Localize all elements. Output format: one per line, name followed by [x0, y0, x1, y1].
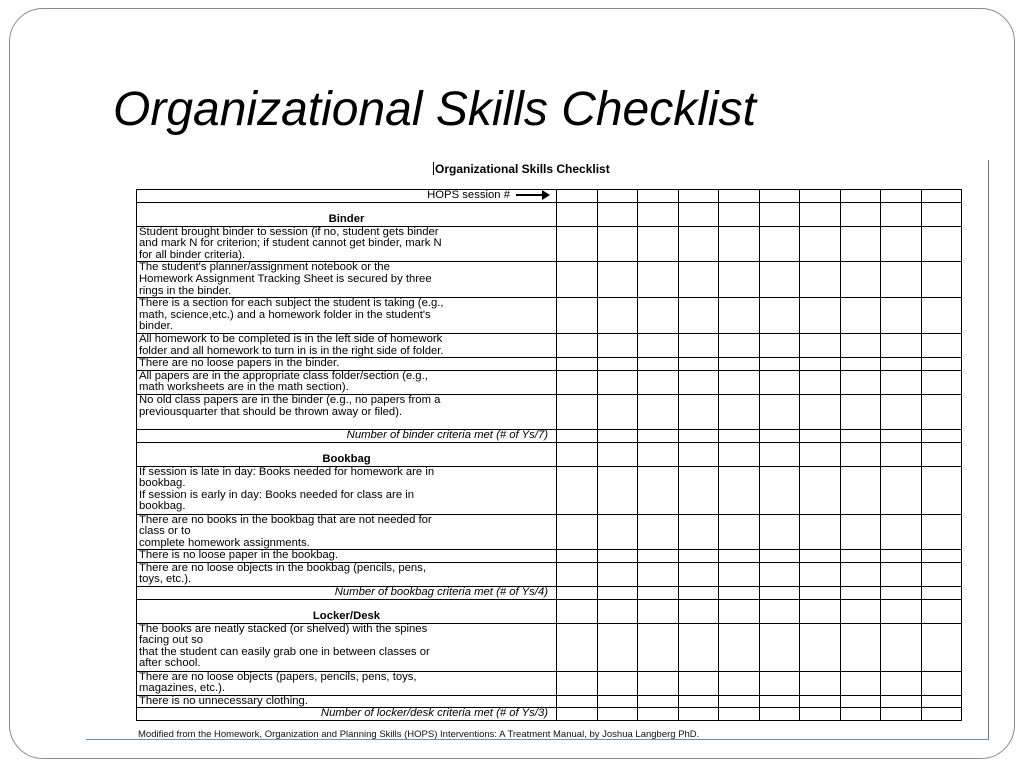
session-check-cell: [597, 623, 638, 671]
session-check-cell: [719, 358, 760, 371]
session-check-cell: [759, 298, 800, 334]
session-check-cell: [881, 623, 922, 671]
session-check-cell: [840, 202, 881, 226]
session-check-cell: [557, 370, 598, 394]
session-check-cell: [921, 190, 962, 203]
session-check-cell: [759, 708, 800, 721]
session-check-cell: [840, 695, 881, 708]
session-check-cell: [678, 671, 719, 695]
session-check-cell: [638, 370, 679, 394]
session-check-cell: [597, 190, 638, 203]
session-check-cell: [881, 333, 922, 357]
session-check-cell: [800, 550, 841, 563]
session-check-cell: [719, 202, 760, 226]
slide-title: Organizational Skills Checklist: [113, 83, 756, 136]
document-title: [433, 162, 610, 176]
session-check-cell: [638, 394, 679, 429]
text-cursor: [433, 162, 434, 175]
session-check-cell: [597, 466, 638, 514]
criterion-text: [137, 394, 557, 429]
session-check-cell: [719, 394, 760, 429]
session-check-cell: [840, 442, 881, 466]
session-check-cell: [881, 550, 922, 563]
session-check-cell: [881, 298, 922, 334]
checklist-row-item: [137, 262, 962, 298]
session-check-cell: [921, 429, 962, 442]
session-check-cell: [638, 202, 679, 226]
session-check-cell: [921, 262, 962, 298]
session-check-cell: [840, 298, 881, 334]
session-check-cell: [719, 333, 760, 357]
session-check-cell: [800, 599, 841, 623]
checklist-row-item: [137, 623, 962, 671]
session-check-cell: [597, 514, 638, 550]
session-check-cell: [759, 671, 800, 695]
session-check-cell: [800, 708, 841, 721]
session-check-cell: [557, 708, 598, 721]
criterion-line: complete homework assignments.: [139, 536, 310, 549]
session-check-cell: [557, 671, 598, 695]
session-check-cell: [719, 550, 760, 563]
session-check-cell: [557, 695, 598, 708]
session-check-cell: [759, 429, 800, 442]
session-check-cell: [921, 358, 962, 371]
criterion-line: facing out so: [139, 634, 204, 647]
session-check-cell: [800, 695, 841, 708]
session-check-cell: [557, 333, 598, 357]
session-check-cell: [881, 190, 922, 203]
session-check-cell: [597, 262, 638, 298]
session-check-cell: [557, 429, 598, 442]
checklist-row-item: [137, 562, 962, 586]
session-check-cell: [557, 562, 598, 586]
session-check-cell: [800, 370, 841, 394]
criterion-line: after school.: [139, 657, 201, 670]
criterion-text: [137, 514, 557, 550]
session-check-cell: [759, 394, 800, 429]
session-check-cell: [638, 226, 679, 262]
session-check-cell: [881, 671, 922, 695]
session-check-cell: [800, 358, 841, 371]
session-check-cell: [881, 695, 922, 708]
session-check-cell: [638, 514, 679, 550]
checklist-row-header: [137, 442, 962, 466]
session-check-cell: [638, 550, 679, 563]
session-check-cell: [921, 298, 962, 334]
criterion-text: [137, 671, 557, 695]
session-check-cell: [678, 226, 719, 262]
session-check-cell: [840, 623, 881, 671]
session-check-cell: [800, 298, 841, 334]
checklist-row-item: [137, 298, 962, 334]
document-title-text: Organizational Skills Checklist: [435, 162, 610, 176]
session-check-cell: [840, 466, 881, 514]
criterion-line: for all binder criteria).: [139, 248, 246, 261]
session-check-cell: [678, 708, 719, 721]
session-check-cell: [840, 226, 881, 262]
session-check-cell: [800, 514, 841, 550]
criterion-text: [137, 262, 557, 298]
session-check-cell: [678, 562, 719, 586]
session-check-cell: [678, 550, 719, 563]
session-check-cell: [800, 429, 841, 442]
session-check-cell: [719, 429, 760, 442]
criterion-line: There are no loose objects in the bookbag (pencils, pens,: [139, 562, 426, 574]
session-check-cell: [597, 394, 638, 429]
criterion-text: [137, 562, 557, 586]
session-check-cell: [759, 550, 800, 563]
criterion-text: [137, 466, 557, 514]
session-check-cell: [759, 623, 800, 671]
session-check-cell: [921, 442, 962, 466]
session-check-cell: [921, 695, 962, 708]
criterion-line: toys, etc.).: [139, 573, 192, 586]
session-check-cell: [719, 262, 760, 298]
session-check-cell: [719, 226, 760, 262]
session-check-cell: [557, 623, 598, 671]
session-check-cell: [881, 514, 922, 550]
session-check-cell: [800, 587, 841, 600]
session-check-cell: [678, 623, 719, 671]
criterion-text: [137, 370, 557, 394]
session-check-cell: [800, 394, 841, 429]
session-check-cell: [759, 562, 800, 586]
session-check-cell: [557, 550, 598, 563]
session-check-cell: [921, 599, 962, 623]
session-check-cell: [719, 466, 760, 514]
criterion-line: All papers are in the appropriate class folder/section (e.g.,: [139, 370, 428, 382]
criterion-text: [137, 623, 557, 671]
session-check-cell: [678, 599, 719, 623]
criterion-line: bookbag.: [139, 500, 186, 513]
session-check-cell: [638, 623, 679, 671]
checklist-row-item: [137, 671, 962, 695]
session-check-cell: [921, 514, 962, 550]
session-check-cell: [759, 262, 800, 298]
session-check-cell: [921, 671, 962, 695]
session-check-cell: [557, 514, 598, 550]
session-check-cell: [800, 562, 841, 586]
checklist-row-total: [137, 587, 962, 600]
session-check-cell: [638, 466, 679, 514]
session-check-cell: [881, 358, 922, 371]
criterion-line: magazines, etc.).: [139, 682, 226, 695]
criterion-line: rings in the binder.: [139, 284, 232, 297]
session-check-cell: [840, 708, 881, 721]
checklist-row-total: [137, 429, 962, 442]
session-check-cell: [597, 429, 638, 442]
criterion-text: [137, 358, 557, 371]
criteria-total: Number of binder criteria met (# of Ys/7): [137, 429, 557, 442]
session-check-cell: [921, 202, 962, 226]
criterion-text: [137, 226, 557, 262]
session-check-cell: [597, 226, 638, 262]
checklist-table: [136, 189, 962, 721]
criterion-text: [137, 333, 557, 357]
session-check-cell: [840, 562, 881, 586]
section-header: Locker/Desk: [137, 599, 557, 623]
criterion-line: Student brought binder to session (if no, student gets binder: [139, 226, 439, 238]
session-check-cell: [759, 466, 800, 514]
session-check-cell: [719, 562, 760, 586]
checklist-body: [137, 190, 962, 721]
session-check-cell: [759, 599, 800, 623]
session-check-cell: [840, 550, 881, 563]
session-check-cell: [800, 333, 841, 357]
session-check-cell: [921, 226, 962, 262]
session-check-cell: [678, 190, 719, 203]
session-check-cell: [840, 333, 881, 357]
criterion-line: and mark N for criterion; if student cannot get binder, mark N: [139, 237, 442, 250]
session-check-cell: [759, 514, 800, 550]
session-check-cell: [678, 587, 719, 600]
session-check-cell: [921, 333, 962, 357]
criterion-line: There is a section for each subject the student is taking (e.g.,: [139, 297, 444, 310]
session-check-cell: [557, 226, 598, 262]
checklist-row-header: [137, 202, 962, 226]
section-header: Bookbag: [137, 442, 557, 466]
checklist-row-item: [137, 466, 962, 514]
session-check-cell: [881, 466, 922, 514]
session-check-cell: [759, 370, 800, 394]
session-check-cell: [800, 623, 841, 671]
session-check-cell: [638, 671, 679, 695]
session-check-cell: [557, 298, 598, 334]
session-check-cell: [840, 429, 881, 442]
session-check-cell: [678, 442, 719, 466]
session-check-cell: [719, 695, 760, 708]
session-check-cell: [597, 562, 638, 586]
document-footer: Modified from the Homework, Organization and Planning Skills (HOPS) Interventions: A Treatment Manual, by Joshua Langberg PhD.: [138, 729, 700, 740]
session-check-cell: [840, 599, 881, 623]
session-check-cell: [638, 708, 679, 721]
session-check-cell: [638, 298, 679, 334]
session-check-cell: [638, 333, 679, 357]
session-check-cell: [921, 562, 962, 586]
checklist-row-session: [137, 190, 962, 203]
session-check-cell: [557, 262, 598, 298]
session-check-cell: [759, 442, 800, 466]
session-check-cell: [557, 358, 598, 371]
checklist-row-item: [137, 358, 962, 371]
session-check-cell: [719, 442, 760, 466]
session-check-cell: [759, 202, 800, 226]
criterion-text: [137, 298, 557, 334]
session-check-cell: [921, 466, 962, 514]
session-check-cell: [759, 333, 800, 357]
session-check-cell: [557, 599, 598, 623]
criterion-line: math, science,etc.) and a homework folder in the student's: [139, 308, 431, 321]
session-check-cell: [800, 190, 841, 203]
session-check-cell: [597, 333, 638, 357]
session-check-cell: [800, 262, 841, 298]
session-check-cell: [597, 550, 638, 563]
session-check-cell: [678, 358, 719, 371]
session-check-cell: [597, 708, 638, 721]
session-check-cell: [881, 587, 922, 600]
criterion-line: bookbag.: [139, 477, 186, 490]
session-check-cell: [597, 370, 638, 394]
session-check-cell: [638, 562, 679, 586]
checklist-row-item: [137, 394, 962, 429]
session-check-cell: [638, 429, 679, 442]
checklist-row-item: [137, 370, 962, 394]
session-check-cell: [840, 671, 881, 695]
session-check-cell: [840, 394, 881, 429]
session-check-cell: [638, 190, 679, 203]
session-check-cell: [678, 298, 719, 334]
session-check-cell: [719, 514, 760, 550]
session-check-cell: [678, 262, 719, 298]
session-check-cell: [881, 202, 922, 226]
session-check-cell: [840, 514, 881, 550]
session-check-cell: [557, 394, 598, 429]
session-check-cell: [597, 671, 638, 695]
criterion-line: The books are neatly stacked (or shelved) with the spines: [139, 623, 428, 635]
checklist-row-total: [137, 708, 962, 721]
checklist-row-item: [137, 333, 962, 357]
criterion-line: There are no loose objects (papers, pencils, pens, toys,: [139, 671, 417, 683]
section-header: Binder: [137, 202, 557, 226]
checklist-row-item: [137, 550, 962, 563]
session-check-cell: [719, 370, 760, 394]
session-check-cell: [800, 442, 841, 466]
checklist-row-item: [137, 514, 962, 550]
session-check-cell: [597, 358, 638, 371]
session-label: HOPS session #: [427, 189, 510, 201]
session-check-cell: [557, 190, 598, 203]
session-check-cell: [719, 298, 760, 334]
session-check-cell: [638, 262, 679, 298]
criterion-text: [137, 550, 557, 563]
session-check-cell: [678, 370, 719, 394]
session-check-cell: [678, 333, 719, 357]
session-check-cell: [800, 226, 841, 262]
session-check-cell: [597, 442, 638, 466]
session-check-cell: [921, 623, 962, 671]
session-check-cell: [678, 394, 719, 429]
criterion-line: If session is late in day: Books needed for homework are in: [139, 466, 435, 478]
session-check-cell: [597, 587, 638, 600]
session-check-cell: [597, 298, 638, 334]
session-check-cell: [921, 550, 962, 563]
session-check-cell: [921, 708, 962, 721]
session-check-cell: [557, 587, 598, 600]
criterion-line: There is no loose paper in the bookbag.: [139, 549, 339, 562]
session-check-cell: [678, 695, 719, 708]
session-check-cell: [678, 202, 719, 226]
criterion-line: The student's planner/assignment notebook or the: [139, 261, 390, 274]
criterion-line: class or to: [139, 525, 191, 538]
criterion-text: [137, 695, 557, 708]
session-check-cell: [921, 394, 962, 429]
session-check-cell: [719, 708, 760, 721]
checklist-row-header: [137, 599, 962, 623]
criterion-line: If session is early in day: Books needed for class are in: [139, 488, 415, 501]
session-check-cell: [881, 429, 922, 442]
checklist-row-item: [137, 226, 962, 262]
session-check-cell: [557, 442, 598, 466]
session-check-cell: [800, 671, 841, 695]
arrow-right-icon: [516, 194, 546, 196]
session-check-cell: [638, 587, 679, 600]
session-check-cell: [719, 623, 760, 671]
criterion-line: previousquarter that should be thrown away or filed).: [139, 405, 403, 418]
session-check-cell: [921, 370, 962, 394]
criteria-total: Number of bookbag criteria met (# of Ys/4): [137, 587, 557, 600]
session-check-cell: [678, 466, 719, 514]
criterion-line: No old class papers are in the binder (e.g., no papers from a: [139, 394, 441, 406]
criterion-line: Homework Assignment Tracking Sheet is secured by three: [139, 272, 432, 285]
criterion-line: binder.: [139, 320, 173, 333]
session-check-cell: [921, 587, 962, 600]
criterion-line: that the student can easily grab one in between classes or: [139, 645, 430, 658]
session-check-cell: [638, 358, 679, 371]
session-check-cell: [759, 587, 800, 600]
session-check-cell: [719, 190, 760, 203]
session-check-cell: [881, 442, 922, 466]
session-check-cell: [678, 429, 719, 442]
session-check-cell: [759, 695, 800, 708]
session-check-cell: [881, 262, 922, 298]
session-check-cell: [759, 190, 800, 203]
criterion-line: There are no loose papers in the binder.: [139, 357, 340, 370]
session-check-cell: [881, 599, 922, 623]
session-check-cell: [597, 599, 638, 623]
session-check-cell: [840, 370, 881, 394]
session-check-cell: [881, 394, 922, 429]
criterion-line: There is no unnecessary clothing.: [139, 695, 308, 707]
session-check-cell: [638, 599, 679, 623]
session-check-cell: [881, 226, 922, 262]
criterion-line: All homework to be completed is in the left side of homework: [139, 333, 443, 345]
session-check-cell: [597, 202, 638, 226]
session-check-cell: [881, 562, 922, 586]
session-check-cell: [557, 466, 598, 514]
session-label-cell: [137, 190, 557, 203]
session-check-cell: [800, 466, 841, 514]
criteria-total: Number of locker/desk criteria met (# of Ys/3): [137, 708, 557, 721]
session-check-cell: [800, 202, 841, 226]
session-check-cell: [759, 358, 800, 371]
session-check-cell: [881, 708, 922, 721]
criterion-line: There are no books in the bookbag that are not needed for: [139, 514, 432, 526]
session-check-cell: [678, 514, 719, 550]
criterion-line: folder and all homework to turn in is in the right side of folder.: [139, 344, 444, 357]
session-check-cell: [557, 202, 598, 226]
session-check-cell: [638, 695, 679, 708]
session-check-cell: [881, 370, 922, 394]
session-check-cell: [597, 695, 638, 708]
session-check-cell: [840, 587, 881, 600]
page-edge-rule: [988, 160, 989, 740]
session-check-cell: [719, 599, 760, 623]
session-check-cell: [759, 226, 800, 262]
session-check-cell: [840, 262, 881, 298]
session-check-cell: [719, 671, 760, 695]
session-check-cell: [840, 190, 881, 203]
checklist-row-item: [137, 695, 962, 708]
session-check-cell: [840, 358, 881, 371]
session-check-cell: [638, 442, 679, 466]
session-check-cell: [719, 587, 760, 600]
criterion-line: math worksheets are in the math section).: [139, 381, 349, 394]
